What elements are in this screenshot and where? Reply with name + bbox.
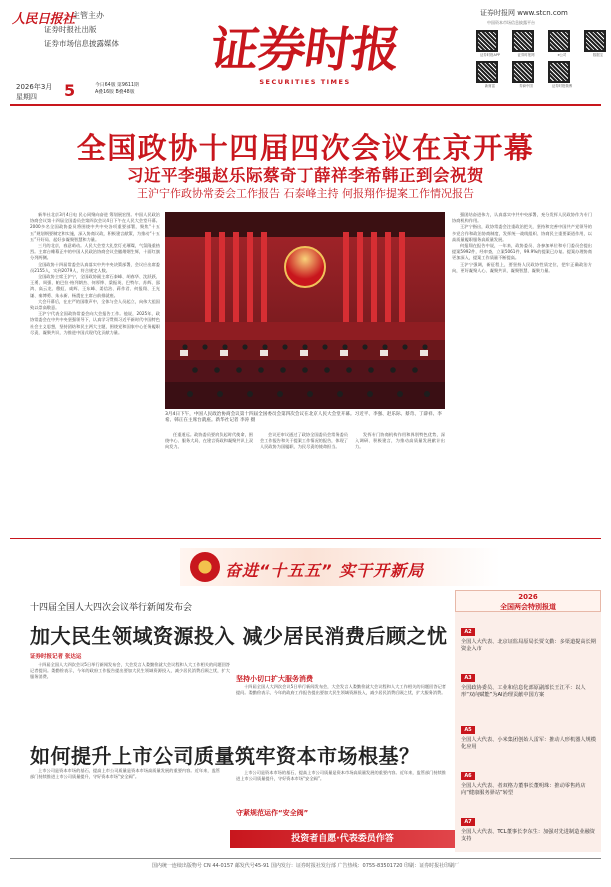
question-article-body-2: 上市公司是资本市场的基石，提高上市公司质量是资本市场高质量发展的重要内容。近年来，监管部门持续推进上市公司质量提升，守好资本市场“安全阀”。 <box>236 770 446 782</box>
website-sub: 中国资本市场信息披露平台 <box>487 20 535 25</box>
publisher-sub: 主管主办 <box>72 11 104 20</box>
main-headline: 全国政协十四届四次会议在京开幕 <box>76 131 535 165</box>
subheadline-2: 王沪宁作政协常委会工作报告 石泰峰主持 何报翔作提案工作情况报告 <box>137 187 474 200</box>
page-tag: A5 <box>461 726 475 734</box>
special-report-sidebar <box>455 590 601 852</box>
photo-caption: 3月4日下午，中国人民政治协商会议第十四届全国委员会第四次会议在北京人民大会堂开幕。习近平、李强、赵乐际、蔡奇、丁薛祥、李希、韩正在主席台就座。新华社记者 李涛 摄 <box>165 412 442 424</box>
date-block <box>16 82 52 102</box>
issue-info-2: A叠16版 B叠48版 <box>95 90 135 95</box>
qr-code-icon <box>512 61 534 83</box>
congress-photo <box>165 212 445 409</box>
newspaper-title-en: SECURITIES TIMES <box>259 78 351 86</box>
paragraph: 强团结奋进伟力，认真落实中共中央部署，充分发挥人民政协作为专门协商机构作用。 <box>452 212 592 224</box>
article-right-column <box>452 212 592 532</box>
website[interactable]: 证券时报网 www.stcn.com <box>480 9 568 17</box>
article-bottom-col-2: 会议还审议通过了政协全国委员会常务委员会工作报告和关于提案工作情况的报告，体现了人民政协为国履职、为民尽责的使命担当。 <box>260 432 348 450</box>
lower-article-body: 十四届全国人大四次会议5日举行新闻发布会，大会发言人娄勤俭就大会议程和人大工作相关的问题回答记者提问。娄勤俭表示，今年的政府工作报告提出要加大民生领域资源投入，减少居民消费后顾之忧，扩大服务消费。 <box>30 662 230 680</box>
page-tag: A2 <box>461 628 475 636</box>
investor-banner[interactable]: 投资者自愿·代表委员作答 <box>230 830 455 848</box>
qr-code-icon <box>476 61 498 83</box>
qr-code-icon <box>476 30 498 52</box>
qr-code-item[interactable]: 证券时报APP <box>476 30 504 57</box>
article-bottom-col-3: 发挥专门协商机构作用和界别特色优势，深入调研、积极建言，为推动高质量发展献计出力。 <box>355 432 445 450</box>
paragraph: 王沪宁代表全国政协常委会向大会报告工作。他说，2025年，政协常委会在中共中央坚强领导下，认真学习贯彻习近平新时代中国特色社会主义思想，坚持团结和民主两大主题，围绕党和国家中心任务履职尽责，凝聚共识，为推进中国式现代化贡献力量。 <box>30 311 160 335</box>
pub-line-1: 证券时报社出版 <box>44 25 97 34</box>
paragraph: 王沪宁指出，政协常委会注重政治把关，坚持和完善中国共产党领导的多党合作和政治协商制度，发挥统一战线组织、协商民主重要渠道作用，以高质量履职服务高质量发展。 <box>452 224 592 242</box>
qr-code-icon <box>512 30 534 52</box>
qr-code-item[interactable]: 新财富 <box>476 61 504 88</box>
banner-text: 奋进“十五五” 实干开新局 <box>225 561 425 580</box>
issue-day: 5 <box>64 81 76 100</box>
qr-code-item[interactable]: 证券时报微博 <box>548 61 576 88</box>
paragraph: 大会开幕后，在庄严的国歌声中，全体与会人员起立，向伟大祖国致以崇高敬意。 <box>30 298 160 311</box>
newspaper-title: 证券时报 <box>207 22 403 78</box>
paragraph: 全国政协主席王沪宁，全国政协副主席石泰峰、胡春华、沈跃跃、王勇、周强、帕巴拉·格列朗杰、何厚铧、梁振英、巴特尔、苏辉、邵鸿、高云龙、穆虹、咸辉、王东峰、姜信治、蒋作君、何报翔、王光谦、秦博勇、朱永新、杨震在主席台前排就座。 <box>30 274 160 298</box>
article-left-column <box>30 212 160 502</box>
sidebar-item[interactable]: A2 全国人大代表、北京证监局原局长贾文勤：多渠道提高长期资金入市 <box>461 629 596 653</box>
issue-info-1: 今日64版 第9611期 <box>95 83 139 88</box>
date: 2026年3月 <box>16 83 53 91</box>
lower-subtitle: 坚持小切口扩大服务消费 <box>236 675 313 683</box>
byline: 证券时报记者 张达运 <box>30 654 82 660</box>
lower-headline: 加大民生领域资源投入 减少居民消费后顾之忧 <box>30 624 448 648</box>
qr-code-item[interactable]: 证券时报网 <box>512 30 540 57</box>
sidebar-item[interactable]: A5 全国人大代表、小米集团创始人雷军：推动人形机器人规模化应用 <box>461 727 596 751</box>
weekday: 星期四 <box>16 93 37 101</box>
paragraph: 三月的北京，春意萌动。人民大会堂大礼堂灯光璀璨，气氛隆重热烈。主席台帷幕正中的中国人民政治协商会议会徽熠熠生辉，十面红旗分列两侧。 <box>30 243 160 261</box>
qr-code-item[interactable]: e公司 <box>548 30 576 57</box>
sidebar-item[interactable]: A7 全国人大代表、TCL董事长李东生：加强对先进制造业融资支持 <box>461 819 595 843</box>
article-bottom-col-1: 任重道远。政协委员要肩负起时代使命，围绕中心、服务大局，在建言资政和凝聚共识上双向发力。 <box>165 432 253 450</box>
question-headline: 如何提升上市公司质量筑牢资本市场根基？ <box>30 744 420 768</box>
question-subtitle: 守紧规范运作“安全阀” <box>236 809 309 817</box>
sidebar-item[interactable]: A6 全国人大代表、者双格力董事长董明珠：推动零售药店向“健康服务驿站”转型 <box>461 773 586 797</box>
qr-grid <box>476 30 606 88</box>
paragraph: 全国政协十四届常委会认真落实中共中央决策部署，会议应出席委员2155人，实到2079人，符合规定人数。 <box>30 261 160 273</box>
qr-code-item[interactable]: 券商中国 <box>512 61 540 88</box>
publisher-logo: 人民日报社 <box>12 12 75 27</box>
qr-code-icon <box>548 61 570 83</box>
qr-code-icon <box>548 30 570 52</box>
lower-kicker: 十四届全国人大四次会议举行新闻发布会 <box>30 603 193 613</box>
paragraph: 何报翔在报告中说，一年来，政协委员、各参加单位和专门委员会提出提案5992件，经审查，立案5061件，99.9%的提案已办复。提案办理协商更加深入，提案工作质量不断提高。 <box>452 243 592 261</box>
paragraph: 王沪宁强调，新征程上，要坚持人民政协性质定位，把牢正确政治方向，更好凝聚人心、凝聚共识、凝聚智慧、凝聚力量。 <box>452 261 592 273</box>
pub-line-2: 证券市场信息披露媒体 <box>44 39 119 48</box>
paragraph: 新华社北京3月4日电 民心同聚向奋进 筹划展宏图。中国人民政治协商会议第十四届全国委员会第四次会议4日下午在人民大会堂开幕。2000多名全国政协委员将围绕中共中央各项重要部署，聚焦“十五五”规划纲要制定和实施，深入协商议政，积极建言献策，为推动“十五五”开好局、起好步凝聚智慧和力量。 <box>30 212 160 242</box>
sidebar-header: 2026 全国两会特别报道 <box>455 590 601 612</box>
masthead <box>0 0 611 106</box>
section-divider <box>10 538 601 539</box>
masthead-divider <box>10 104 601 106</box>
qr-code-item[interactable]: 数据宝 <box>584 30 611 57</box>
footer: 国内统一连续出版物号 CN 44-0157 邮发代号45-91 国内发行：证券时报社发行部 广告热线：0755-83501720 印刷：证券时报社印刷厂 <box>151 863 460 869</box>
subheadline: 习近平李强赵乐际蔡奇丁薛祥李希韩正到会祝贺 <box>127 166 484 185</box>
emblem-icon <box>190 552 220 582</box>
issue-info <box>95 82 139 96</box>
page-tag: A7 <box>461 818 475 826</box>
lower-article-body-2: 十四届全国人大四次会议5日举行新闻发布会，大会发言人娄勤俭就大会议程和人大工作相关的问题回答记者提问。娄勤俭表示，今年的政府工作报告提出要加大民生领域资源投入，减少居民消费后顾之忧，扩大服务消费。 <box>236 684 446 696</box>
theme-banner <box>180 548 500 586</box>
sidebar-item[interactable]: A3 全国政协委员、工业和信息化部原副部长王江平：以人形“双向赋能”为AI治理贡献中国方案 <box>461 675 586 699</box>
qr-code-icon <box>584 30 606 52</box>
page-tag: A6 <box>461 772 475 780</box>
question-article-body: 上市公司是资本市场的基石，提高上市公司质量是资本市场高质量发展的重要内容。近年来，监管部门持续推进上市公司质量提升，守好资本市场“安全阀”。 <box>30 768 220 780</box>
page-tag: A3 <box>461 674 475 682</box>
footer-divider <box>10 858 601 859</box>
